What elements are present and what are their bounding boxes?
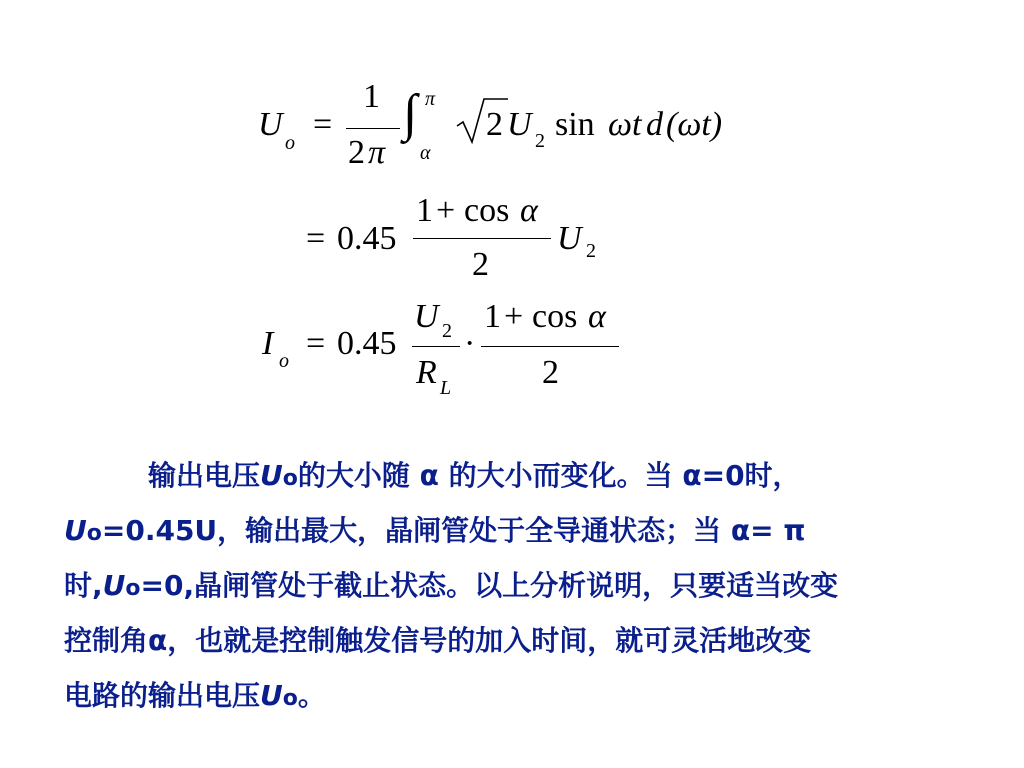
formula1-paren-omega-t: (ωt) — [666, 106, 723, 143]
formula1-lhs-subscript: o — [285, 132, 295, 154]
formula1-d: d — [646, 106, 663, 143]
formula1-denominator-pi: π — [368, 134, 386, 171]
formula2-plus: + — [436, 192, 456, 229]
line1-text-b: 的大小随 α 的大小而变化。当 α=0时， — [297, 459, 801, 492]
line5-variable: U — [260, 679, 283, 712]
sqrt-argument: 2 — [486, 106, 503, 143]
formula3-right-fraction-bar — [481, 346, 619, 347]
line5-text-b: 。 — [297, 679, 326, 712]
paragraph-line-2 — [64, 503, 999, 558]
formula2-U-symbol: U — [557, 220, 582, 257]
formula2-coefficient: 0.45 — [337, 220, 397, 257]
formula1-lhs-symbol: U — [258, 106, 283, 143]
formula2-cos: cos — [464, 192, 510, 229]
line5-text-a: 电路的输出电压 — [64, 679, 261, 712]
integral-sign: ∫ — [403, 85, 418, 142]
paragraph-line-5 — [64, 668, 999, 723]
formula3-left-fraction-bar — [412, 346, 460, 347]
line1-variable: U — [260, 459, 283, 492]
paragraph-line-4: 控制角α，也就是控制触发信号的加入时间，就可灵活地改变 — [64, 624, 812, 657]
formula2-U-subscript: 2 — [586, 240, 596, 262]
formula3-U-symbol: U — [414, 298, 439, 335]
formula2-numerator-one: 1 — [416, 192, 433, 229]
formula3-alpha: α — [588, 298, 606, 335]
formula3-lhs-subscript: o — [279, 350, 289, 372]
formula3-lhs-symbol: I — [262, 325, 274, 362]
paragraph-line-1 — [64, 448, 999, 503]
line1-variable-subscript: o — [282, 466, 298, 491]
line2-variable: U — [64, 514, 87, 547]
line2-text: =0.45U，输出最大，晶闸管处于全导通状态；当 α= π — [101, 514, 806, 547]
integral-lower-limit: α — [420, 142, 431, 164]
formula3-denominator: 2 — [542, 354, 559, 391]
formula2-denominator: 2 — [472, 246, 489, 283]
formula3-R-symbol: R — [416, 354, 437, 391]
formula3-plus: + — [504, 298, 524, 335]
formula3-cos: cos — [532, 298, 578, 335]
formula3-equals: = — [306, 325, 326, 362]
line3-text-a: 时, — [64, 569, 103, 602]
integral-upper-limit: π — [425, 88, 436, 110]
formula1-U-subscript: 2 — [535, 130, 545, 152]
line5-variable-subscript: o — [282, 686, 298, 711]
formula3-coefficient: 0.45 — [337, 325, 397, 362]
formula3-dot: · — [464, 325, 476, 362]
formula1-denominator-number: 2 — [348, 134, 365, 171]
line2-variable-subscript: o — [86, 521, 102, 546]
formula2-alpha: α — [520, 192, 538, 229]
formula3-numerator-one: 1 — [484, 298, 501, 335]
formula3-U-subscript: 2 — [442, 320, 452, 342]
line3-text-b: =0,晶闸管处于截止状态。以上分析说明，只要适当改变 — [140, 569, 839, 602]
formula1-sin: sin — [555, 106, 595, 143]
formula1-omega-t: ωt — [608, 106, 642, 143]
line1-text-a: 输出电压 — [148, 459, 261, 492]
formula1-numerator: 1 — [363, 78, 380, 115]
formula1-equals: = — [313, 106, 333, 143]
line3-variable: U — [102, 569, 126, 602]
formula1-U-symbol: U — [507, 106, 532, 143]
formula2-equals: = — [306, 220, 326, 257]
paragraph-line-3 — [64, 558, 999, 613]
formula3-R-subscript: L — [440, 377, 452, 399]
line3-variable-subscript: o — [125, 576, 141, 601]
explanation-paragraph — [64, 448, 999, 723]
